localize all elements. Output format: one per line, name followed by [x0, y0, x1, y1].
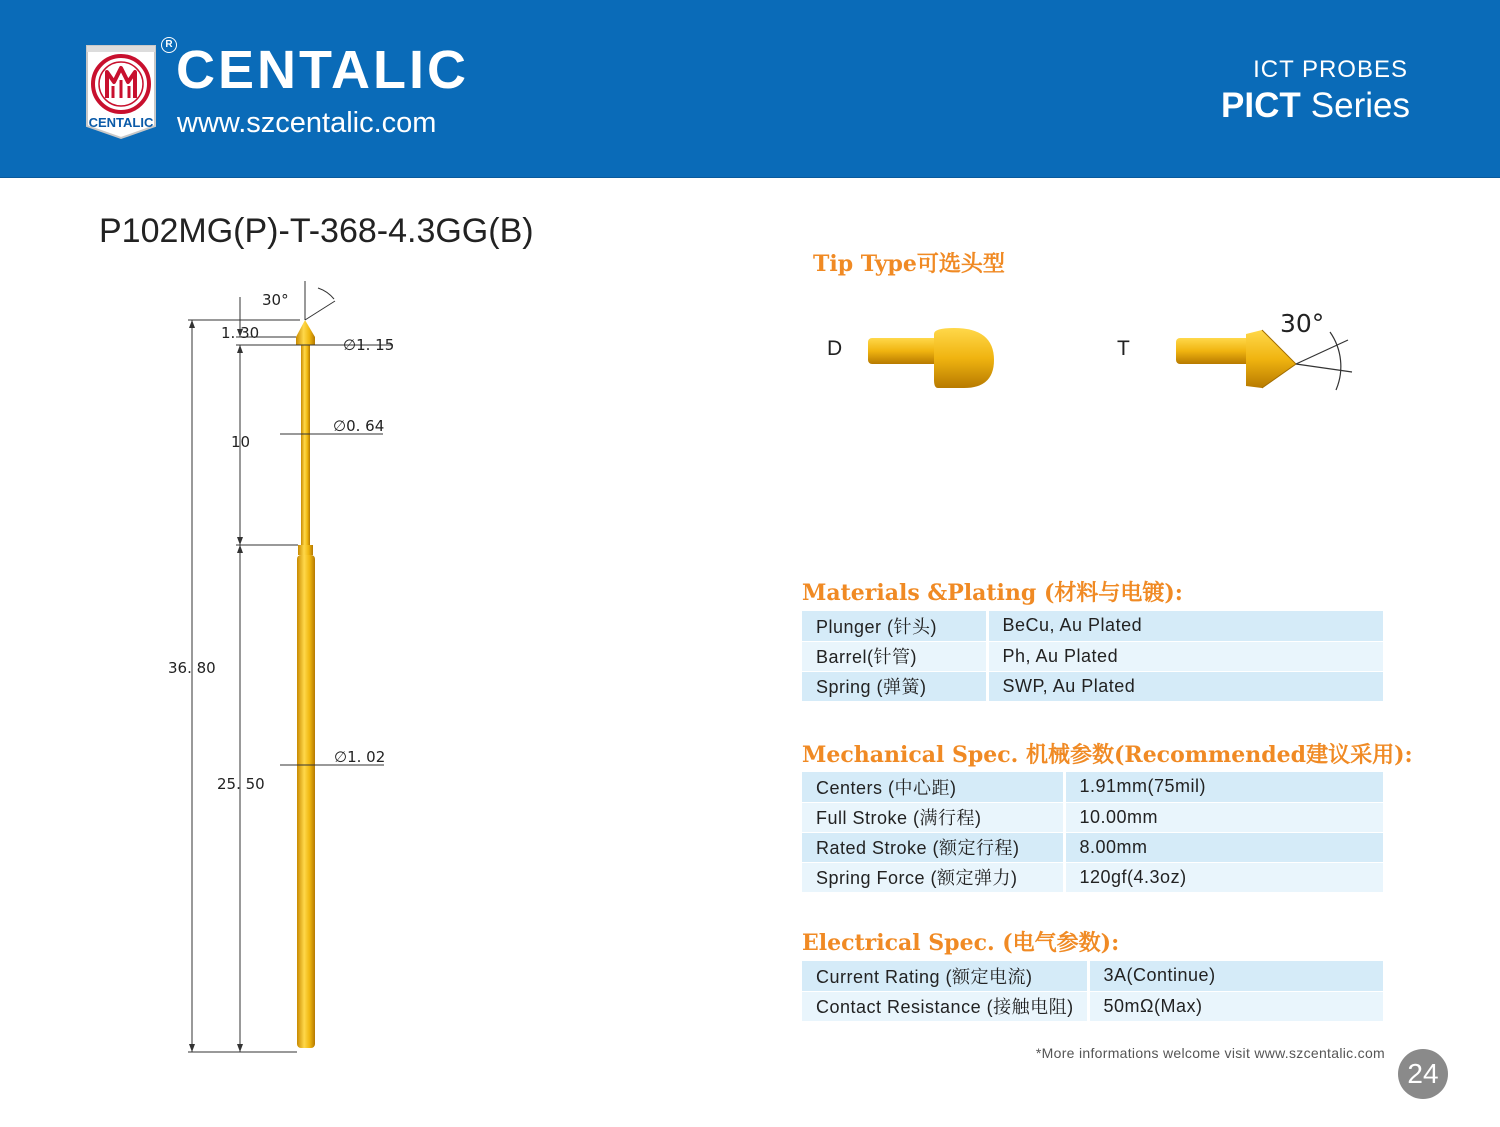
spec-value: BeCu, Au Plated — [987, 611, 1383, 641]
svg-text:30°: 30° — [1280, 309, 1325, 338]
spec-value: 1.91mm(75mil) — [1064, 772, 1383, 802]
electrical-title: Electrical Spec. (电气参数): — [802, 930, 1120, 956]
product-series — [1221, 86, 1410, 126]
table-row — [802, 991, 1383, 1021]
materials-table — [802, 611, 1383, 702]
table-row — [802, 832, 1383, 862]
table-row — [802, 611, 1383, 641]
spec-key: Current Rating (额定电流) — [802, 961, 1088, 991]
svg-text:∅1. 02: ∅1. 02 — [334, 748, 386, 766]
tip-type-heading: Tip Type可选头型 — [813, 251, 1005, 277]
table-row — [802, 862, 1383, 892]
tip-d-label: D — [827, 337, 843, 360]
spec-key: Barrel(针管) — [802, 641, 987, 671]
series-bold: PICT — [1221, 86, 1301, 125]
electrical-table — [802, 961, 1383, 1022]
probe-drawing — [150, 275, 450, 1065]
barrel — [297, 555, 315, 1048]
page-title: P102MG(P)-T-368-4.3GG(B) — [99, 212, 534, 250]
tip-crown-icon — [296, 320, 315, 337]
barrel-collar — [298, 545, 313, 555]
tip-t-chisel-icon — [1170, 300, 1360, 400]
tip-d-dome-icon — [864, 320, 1004, 400]
svg-text:36. 80: 36. 80 — [168, 659, 216, 677]
spec-key: Spring Force (额定弹力) — [802, 862, 1064, 892]
spec-key: Centers (中心距) — [802, 772, 1064, 802]
spec-value: 10.00mm — [1064, 802, 1383, 832]
svg-text:30°: 30° — [262, 291, 289, 309]
header-bar — [0, 0, 1500, 178]
spec-value: 8.00mm — [1064, 832, 1383, 862]
svg-text:25. 50: 25. 50 — [217, 775, 265, 793]
series-rest: Series — [1310, 86, 1410, 125]
brand-name: CENTALIC — [176, 40, 469, 100]
centalic-logo-icon — [83, 40, 159, 140]
mechanical-table — [802, 772, 1383, 893]
page-number-badge: 24 — [1398, 1049, 1448, 1099]
mechanical-title: Mechanical Spec. 机械参数(Recommended建议采用): — [802, 742, 1413, 768]
tip-head — [296, 337, 315, 345]
table-row — [802, 671, 1383, 701]
registered-mark: R — [161, 37, 177, 53]
brand-website: www.szcentalic.com — [177, 107, 437, 139]
spec-key: Spring (弹簧) — [802, 671, 987, 701]
spec-value: Ph, Au Plated — [987, 641, 1383, 671]
svg-text:1. 30: 1. 30 — [221, 324, 260, 342]
spec-key: Plunger (针头) — [802, 611, 987, 641]
footer-note: *More informations welcome visit www.szcentalic.com — [1035, 1045, 1385, 1061]
tip-t-label: T — [1117, 337, 1130, 360]
table-row — [802, 772, 1383, 802]
svg-text:∅1. 15: ∅1. 15 — [343, 336, 395, 354]
spec-value: 50mΩ(Max) — [1088, 991, 1383, 1021]
svg-text:∅0. 64: ∅0. 64 — [333, 417, 385, 435]
materials-title: Materials &Plating (材料与电镀): — [802, 580, 1183, 606]
spec-value: 3A(Continue) — [1088, 961, 1383, 991]
spec-key: Full Stroke (满行程) — [802, 802, 1064, 832]
svg-text:CENTALIC: CENTALIC — [88, 115, 154, 130]
spec-key: Rated Stroke (额定行程) — [802, 832, 1064, 862]
svg-text:10: 10 — [231, 433, 251, 451]
table-row — [802, 641, 1383, 671]
spec-value: SWP, Au Plated — [987, 671, 1383, 701]
plunger-shaft — [301, 345, 310, 545]
spec-key: Contact Resistance (接触电阻) — [802, 991, 1088, 1021]
table-row — [802, 961, 1383, 991]
product-category: ICT PROBES — [1253, 56, 1408, 83]
table-row — [802, 802, 1383, 832]
spec-value: 120gf(4.3oz) — [1064, 862, 1383, 892]
